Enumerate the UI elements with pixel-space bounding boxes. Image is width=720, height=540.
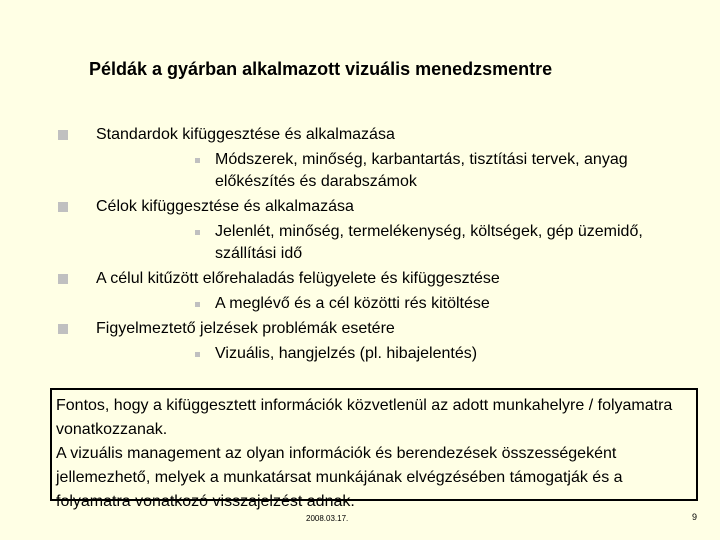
bullet-item bbox=[58, 318, 698, 340]
bullet-item bbox=[58, 268, 698, 290]
small-square-bullet-icon bbox=[195, 158, 200, 163]
square-bullet-icon bbox=[58, 202, 68, 212]
square-bullet-icon bbox=[58, 130, 68, 140]
slide-title: Példák a gyárban alkalmazott vizuális menedzsmentre bbox=[89, 59, 553, 79]
footer-date: 2008.03.17. bbox=[306, 514, 349, 523]
small-square-bullet-icon bbox=[195, 352, 200, 357]
note-box bbox=[50, 388, 698, 510]
bullet-text: A célul kitűzött előrehaladás felügyelete és kifüggesztése bbox=[96, 270, 500, 287]
square-bullet-icon bbox=[58, 324, 68, 334]
sub-bullet-text: Jelenlét, minőség, termelékenység, költségek, gép üzemidő, szállítási idő bbox=[215, 223, 643, 262]
bullet-text: Figyelmeztető jelzések problémák esetére bbox=[96, 320, 395, 337]
square-bullet-icon bbox=[58, 274, 68, 284]
bullet-text: Standardok kifüggesztése és alkalmazása bbox=[96, 126, 395, 143]
sub-bullet-item bbox=[195, 149, 695, 193]
note-paragraph: Fontos, hogy a kifüggesztett információk közvetlenül az adott munkahelyre / folyamatra vonatkozzanak. bbox=[56, 397, 673, 438]
bullet-list bbox=[58, 124, 698, 368]
sub-bullet-item bbox=[195, 293, 695, 315]
bullet-item bbox=[58, 196, 698, 218]
note-paragraph: A vizuális management az olyan információk és berendezések összességeként jellemezhető, melyek a munkatársat munkájának elvégzésében támogatják és a folyamatra vonatkozó visszajelzést adnak. bbox=[56, 445, 623, 510]
bullet-text: Célok kifüggesztése és alkalmazása bbox=[96, 198, 354, 215]
sub-bullet-item bbox=[195, 343, 695, 365]
small-square-bullet-icon bbox=[195, 230, 200, 235]
page-number: 9 bbox=[692, 512, 698, 522]
sub-bullet-item bbox=[195, 221, 695, 265]
sub-bullet-text: Módszerek, minőség, karbantartás, tisztítási tervek, anyag előkészítés és darabszámok bbox=[215, 151, 628, 190]
bullet-item bbox=[58, 124, 698, 146]
sub-bullet-text: A meglévő és a cél közötti rés kitöltése bbox=[215, 295, 490, 312]
small-square-bullet-icon bbox=[195, 302, 200, 307]
sub-bullet-text: Vizuális, hangjelzés (pl. hibajelentés) bbox=[215, 345, 478, 362]
